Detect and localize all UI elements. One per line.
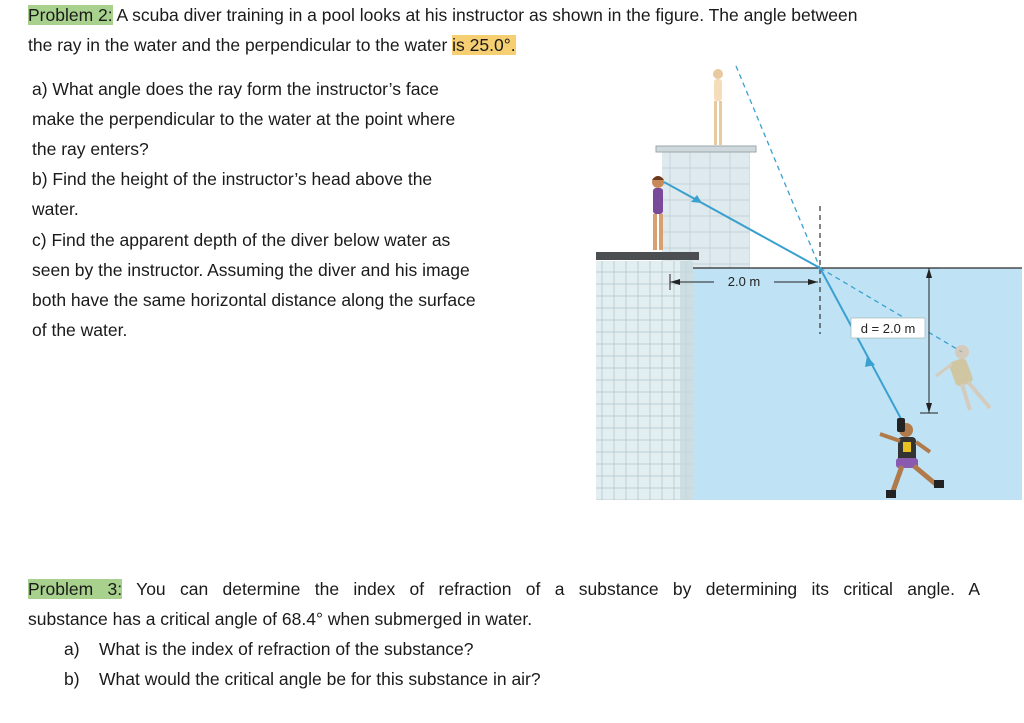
problem3-intro-line1: Problem 3: You can determine the index of refraction of a substance by determining its critical angle. A (28, 579, 981, 599)
problem2-part-a-line3: the ray enters? (32, 139, 149, 159)
problem2-part-a-line2: make the perpendicular to the water at the point where (32, 109, 456, 129)
given-angle-highlight: is 25.0°. (452, 35, 516, 55)
problem2-part-c-line2: seen by the instructor. Assuming the diver and his image (32, 260, 470, 280)
problem2-part-c-line4: of the water. (32, 320, 128, 340)
problem3-label: Problem 3: (28, 579, 123, 599)
problem2-part-c-line1: c) Find the apparent depth of the diver below water as (32, 230, 451, 250)
depth-label: d = 2.0 m (860, 321, 916, 336)
tower-person-icon (713, 69, 723, 145)
tower-platform (656, 146, 756, 152)
tower-wall (662, 151, 750, 268)
pool-deck (596, 252, 699, 260)
problem2-intro-line2: the ray in the water and the perpendicular to the water is 25.0°. (28, 35, 516, 55)
problem2-intro-line1: Problem 2: A scuba diver training in a pool looks at his instructor as shown in the figure. The angle between (28, 5, 858, 25)
problem2-label: Problem 2: (28, 5, 113, 25)
problem3-part-b: b) What would the critical angle be for this substance in air? (64, 664, 541, 694)
problem2-part-b-line1: b) Find the height of the instructor’s head above the (32, 169, 433, 189)
pool-wall (596, 261, 693, 500)
problem3-intro-line2: substance has a critical angle of 68.4° when submerged in water. (28, 609, 533, 629)
part-b-marker: b) (64, 669, 80, 689)
pool-refraction-figure (590, 56, 1022, 500)
part-a-marker: a) (64, 639, 80, 659)
distance-label: 2.0 m (727, 274, 761, 289)
problem2-part-b-line2: water. (32, 199, 79, 219)
problem3-part-a: a) What is the index of refraction of the substance? (64, 634, 474, 664)
problem2-part-c-line3: both have the same horizontal distance along the surface (32, 290, 476, 310)
problem2-part-a-line1: a) What angle does the ray form the instructor’s face (32, 79, 439, 99)
pool-water (693, 268, 1022, 500)
